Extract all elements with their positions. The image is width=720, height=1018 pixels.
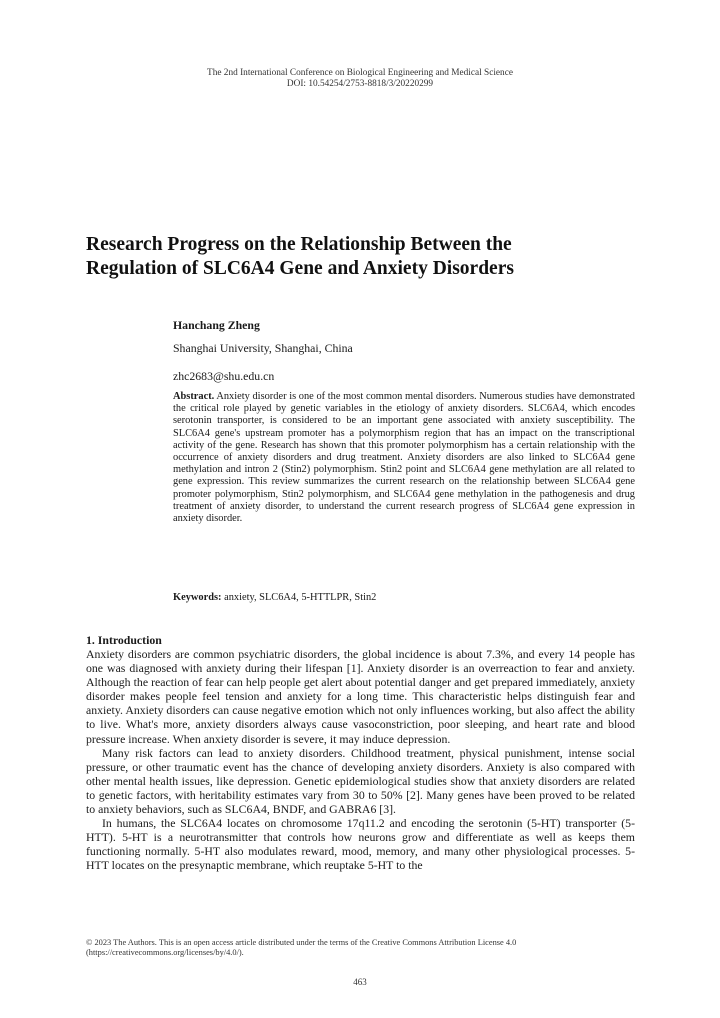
title-line-1: Research Progress on the Relationship Between the bbox=[86, 234, 512, 255]
abstract-label: Abstract. bbox=[173, 391, 215, 402]
author-email: zhc2683@shu.edu.cn bbox=[173, 369, 275, 383]
introduction-body bbox=[86, 647, 635, 873]
license-footnote bbox=[86, 938, 635, 958]
keywords-text: anxiety, SLC6A4, 5-HTTLPR, Stin2 bbox=[221, 592, 377, 603]
intro-paragraph-2: Many risk factors can lead to anxiety disorders. Childhood treatment, physical punishment, intense social pressure, or other traumatic event has the chance of developing anxiety disorders. Anxiety is also compared with other mental health issues, like depression. Genetic epidemiological studies show that anxiety disorders are related to genetic factors, with heritability estimates vary from 30 to 50% [2]. Many genes have been proved to be related to anxiety behaviors, such as SLC6A4, BNDF, and GABRA6 [3]. bbox=[86, 745, 635, 817]
footnote-line-2: (https://creativecommons.org/licenses/by/4.0/). bbox=[86, 948, 244, 957]
header-conference: The 2nd International Conference on Biological Engineering and Medical Science bbox=[207, 68, 513, 78]
keywords bbox=[173, 592, 635, 603]
keywords-label: Keywords: bbox=[173, 592, 222, 603]
running-header bbox=[0, 68, 720, 89]
abstract-text: Anxiety disorder is one of the most common mental disorders. Numerous studies have demonstrated the critical role played by genetic variables in the etiology of anxiety disorders. SLC6A4, which encodes serotonin transporter, is considered to be an important gene associated with anxiety susceptibility. The SLC6A4 gene's upstream promoter has a polymorphism region that has an impact on the transcriptional activity of the gene. Research has shown that this promoter polymorphism has a certain relationship with the occurrence of anxiety disorders and drug treatment. Anxiety disorders are also linked to SLC6A4 gene methylation and intron 2 (Stin2) polymorphism. Stin2 point and SLC6A4 gene methylation are all related to gene expression. This review summarizes the current research on the relationship between SLC6A4 gene promoter polymorphism, Stin2 polymorphism, and SLC6A4 gene methylation in the pathogenesis and drug treatment of anxiety disorder, to understand the current research progress of SLC6A4 gene expression in anxiety disorder. bbox=[173, 391, 635, 525]
title-line-2: Regulation of SLC6A4 Gene and Anxiety Disorders bbox=[86, 258, 514, 279]
section-heading-introduction: 1. Introduction bbox=[86, 633, 162, 647]
footnote-line-1: © 2023 The Authors. This is an open access article distributed under the terms of the Creative Commons Attribution License 4.0 bbox=[86, 938, 517, 947]
abstract bbox=[173, 391, 635, 525]
header-doi: DOI: 10.54254/2753-8818/3/20220299 bbox=[286, 78, 434, 89]
page-number: 463 bbox=[353, 977, 367, 987]
paper-title bbox=[86, 233, 646, 281]
author-name: Hanchang Zheng bbox=[173, 318, 260, 332]
intro-paragraph-3: In humans, the SLC6A4 locates on chromosome 17q11.2 and encoding the serotonin (5-HT) transporter (5-HTT). 5-HT is a neurotransmitter that controls how neurons grow and differentiate as well as keeps them functioning normally. 5-HT also modulates reward, mood, memory, and many other physiological processes. 5-HTT locates on the presynaptic membrane, which reuptake 5-HT to the bbox=[86, 816, 635, 873]
author-affiliation: Shanghai University, Shanghai, China bbox=[173, 341, 353, 355]
intro-paragraph-1: Anxiety disorders are common psychiatric disorders, the global incidence is about 7.3%, and every 14 people has one was diagnosed with anxiety during their lifespan [1]. Anxiety disorder is an overreaction to fear and anxiety. Although the reaction of fear can help people get alert about potential danger and get prepared immediately, anxiety disorder makes people feel tension and anxiety for a long time. This characteristic helps distinguish fear and anxiety. Anxiety disorders can cause negative emotion which not only influences working, but also affect the ability to live. What's more, anxiety disorders always cause vasoconstriction, poor sleeping, and heart rate and blood pressure increase. When anxiety disorder is severe, it may induce depression. bbox=[86, 647, 635, 746]
